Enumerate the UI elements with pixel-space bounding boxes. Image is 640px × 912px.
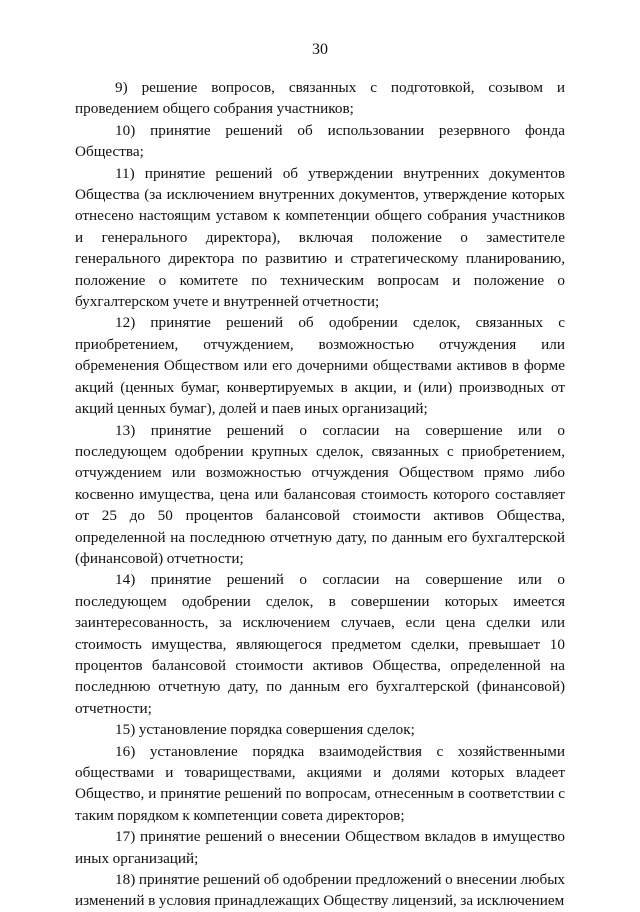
list-item-16: 16) установление порядка взаимодействия с хозяйственными обществами и товариществами, акциями и долями которых владеет Общество, и принятие решений по вопросам, отнесенным в соответствии с таким порядком к компетенции совета директоров; [75, 742, 565, 824]
list-item-11: 11) принятие решений об утверждении внутренних документов Общества (за исключением внутренних документов, утверждение которых отнесено настоящим уставом к компетенции общего собрания участников и генерального директора), включая положение о заместителе генерального директора по развитию и стратегическому планированию, положение о комитете по техническим вопросам и положение о бухгалтерском учете и внутренней отчетности; [75, 164, 565, 311]
list-item-17: 17) принятие решений о внесении Обществом вкладов в имущество иных организаций; [75, 828, 565, 867]
list-item-13: 13) принятие решений о согласии на совершение или о последующем одобрении крупных сделок, связанных с приобретением, отчуждением или возможностью отчуждения Обществом прямо либо косвенно имущества, цена или балансовая стоимость которого составляет от 25 до 50 процентов балансовой стоимости активов Общества, определенной на последнюю отчетную дату, по данным его бухгалтерской (финансовой) отчетности; [75, 421, 565, 567]
list-item-15: 15) установление порядка совершения сделок; [115, 721, 415, 739]
list-item-18: 18) принятие решений об одобрении предложений о внесении любых изменений в условия принадлежащих Обществу лицензий, за исключением [75, 871, 565, 910]
list-item-14: 14) принятие решений о согласии на совершение или о последующем одобрении сделок, в совершении которых имеется заинтересованность, за исключением случаев, если цена сделки или стоимость имущества, являющегося предметом сделки, превышает 10 процентов балансовой стоимости активов Общества, определенной на последнюю отчетную дату, по данным его бухгалтерской (финансовой) отчетности; [75, 571, 565, 717]
page-number: 30 [312, 41, 328, 58]
document-body [75, 77, 565, 912]
list-item-12: 12) принятие решений об одобрении сделок, связанных с приобретением, отчуждением, возможностью отчуждения или обременения Обществом или его дочерними обществами активов в форме акций (ценных бумаг, конвертируемых в акции, и (или) производных от акций ценных бумаг), долей и паев иных организаций; [75, 314, 565, 418]
list-item-10: 10) принятие решений об использовании резервного фонда Общества; [75, 121, 565, 161]
list-item-9: 9) решение вопросов, связанных с подготовкой, созывом и проведением общего собрания участников; [75, 79, 565, 118]
